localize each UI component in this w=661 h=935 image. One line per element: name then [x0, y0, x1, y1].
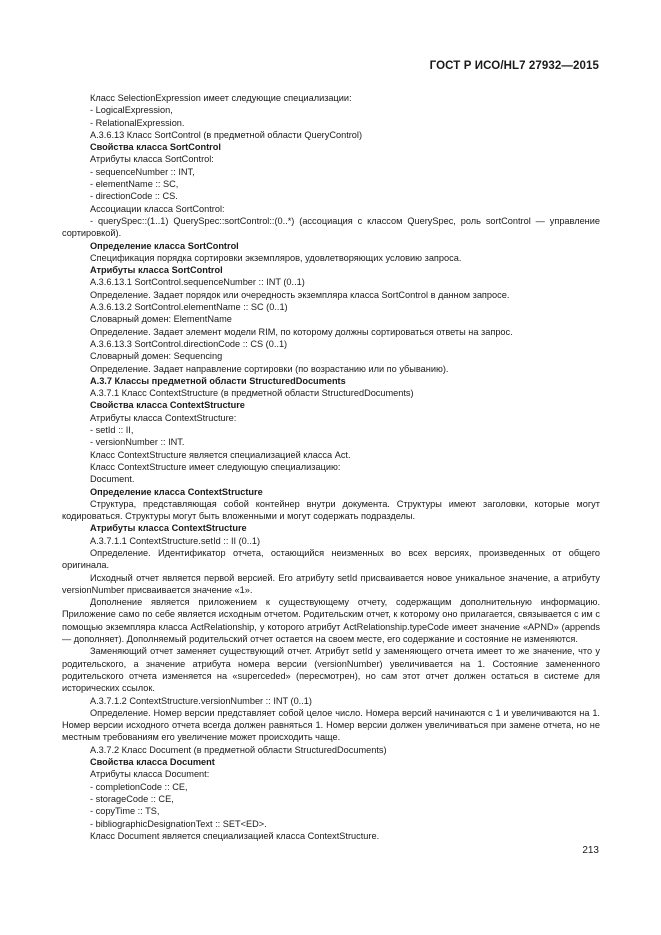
text-line: Класс ContextStructure имеет следующую специализацию:: [90, 461, 341, 472]
text-line: Ассоциации класса SortControl:: [90, 203, 225, 214]
text-line: Атрибуты класса SortControl:: [90, 154, 214, 165]
text-line: Класс Document является специализацией класса ContextStructure.: [90, 830, 380, 841]
section-heading: Атрибуты класса ContextStructure: [90, 523, 247, 534]
paragraph: Определение. Идентификатор отчета, остающийся неизменных во всех версиях, произведенных от общего оригинала.: [62, 547, 600, 571]
paragraph: Заменяющий отчет заменяет существующий отчет. Атрибут setId у заменяющего отчета имеет то же значение, что у родительского, а значение атрибута номера версии (versionNumber) увеличивается на 1. Состояние замененного родительского отчета изменяется на «superceded» (пересмотрен), но сам этот отчет должен остаться в системе для исторических ссылок.: [62, 646, 600, 694]
text-line: Словарный домен: Sequencing: [90, 351, 223, 362]
document-body: [62, 92, 600, 842]
text-line: Класс ContextStructure является специализацией класса Act.: [90, 449, 351, 460]
section-heading: A.3.7 Классы предметной области StructuredDocuments: [90, 375, 346, 386]
paragraph: Исходный отчет является первой версией. Его атрибуту setId присваивается новое уникальное значение, а атрибуту versionNumber присваивается значение «1».: [62, 572, 600, 595]
text-line: - directionCode :: CS.: [90, 191, 178, 202]
page-number: 213: [582, 845, 599, 856]
text-line: - LogicalExpression,: [90, 105, 173, 116]
text-line: A.3.7.1 Класс ContextStructure (в предметной области StructuredDocuments): [90, 388, 414, 399]
section-heading: Свойства класса ContextStructure: [90, 400, 245, 411]
text-line: A.3.6.13.1 SortControl.sequenceNumber :: INT (0..1): [90, 277, 305, 288]
text-line: - bibliographicDesignationText :: SET<ED>.: [90, 818, 267, 829]
text-line: A.3.6.13.3 SortControl.directionCode :: CS (0..1): [90, 338, 288, 349]
paragraph: Дополнение является приложением к существующему отчету, содержащим дополнительную информацию. Приложение само по себе является исходным отчетом. Родительским отчет, к которому оно прилагается, связывается с им с помощью экземпляра класса ActRelationship, у которого атрибут ActRelationship.typeCode имеет значение «APND» (appends — дополняет). Дополняемый родительский отчет остается на своем месте, его содержание и состояние не изменяются.: [62, 597, 600, 645]
text-line: - copyTime :: TS,: [90, 806, 160, 817]
text-line: Класс SelectionExpression имеет следующие специализации:: [90, 93, 352, 103]
text-line: A.3.7.1.2 ContextStructure.versionNumber :: INT (0..1): [90, 695, 312, 706]
text-line: Определение. Задает элемент модели RIM, по которому должны сортироваться ответы на запрос.: [90, 326, 513, 337]
section-heading: Свойства класса SortControl: [90, 142, 221, 153]
text-line: A.3.6.13 Класс SortControl (в предметной области QueryControl): [90, 129, 363, 140]
text-line: Спецификация порядка сортировки экземпляров, удовлетворяющих условию запроса.: [90, 252, 462, 263]
document-header: ГОСТ Р ИСО/HL7 27932—2015: [429, 60, 599, 72]
section-heading: Свойства класса Document: [90, 757, 215, 768]
text-line: - sequenceNumber :: INT,: [90, 166, 195, 177]
text-line: - elementName :: SC,: [90, 179, 179, 190]
text-line: - completionCode :: CE,: [90, 781, 188, 792]
text-line: Определение. Задает направление сортировки (по возрастанию или по убыванию).: [90, 363, 449, 374]
text-line: Атрибуты класса ContextStructure:: [90, 412, 237, 423]
paragraph: Определение. Номер версии представляет собой целое число. Номера версий начинаются с 1 и увеличиваются на 1. Номер версии исходного отчета всегда должен равняться 1. Номер версии должен увеличиваться при замене отчета, но не местным требованиям его увеличение может происходить чаще.: [62, 707, 600, 743]
section-heading: Определение класса ContextStructure: [90, 486, 263, 497]
text-line: Document.: [90, 474, 135, 485]
text-line: - storageCode :: CE,: [90, 793, 174, 804]
text-line: A.3.7.2 Класс Document (в предметной области StructuredDocuments): [90, 744, 387, 755]
paragraph: Структура, представляющая собой контейнер внутри документа. Структуры имеют заголовки, которые могут кодироваться. Структуры могут быть вложенными и могут содержать подразделы.: [62, 498, 600, 522]
text-line: Определение. Задает порядок или очередность экземпляра класса SortControl в данном запросе.: [90, 289, 510, 300]
text-line: Атрибуты класса Document:: [90, 769, 210, 780]
text-line: A.3.6.13.2 SortControl.elementName :: SC (0..1): [90, 302, 288, 313]
text-line: - setId :: II,: [90, 425, 134, 436]
text-line: A.3.7.1.1 ContextStructure.setId :: II (0..1): [90, 535, 261, 546]
paragraph: - querySpec::(1..1) QuerySpec::sortControl::(0..*) (ассоциация с классом QuerySpec, роль sortControl — управление сортировкой).: [62, 215, 600, 239]
section-heading: Определение класса SortControl: [90, 240, 239, 251]
section-heading: Атрибуты класса SortControl: [90, 265, 223, 276]
text-line: Словарный домен: ElementName: [90, 314, 232, 325]
text-line: - versionNumber :: INT.: [90, 437, 185, 448]
text-line: - RelationalExpression.: [90, 117, 185, 128]
